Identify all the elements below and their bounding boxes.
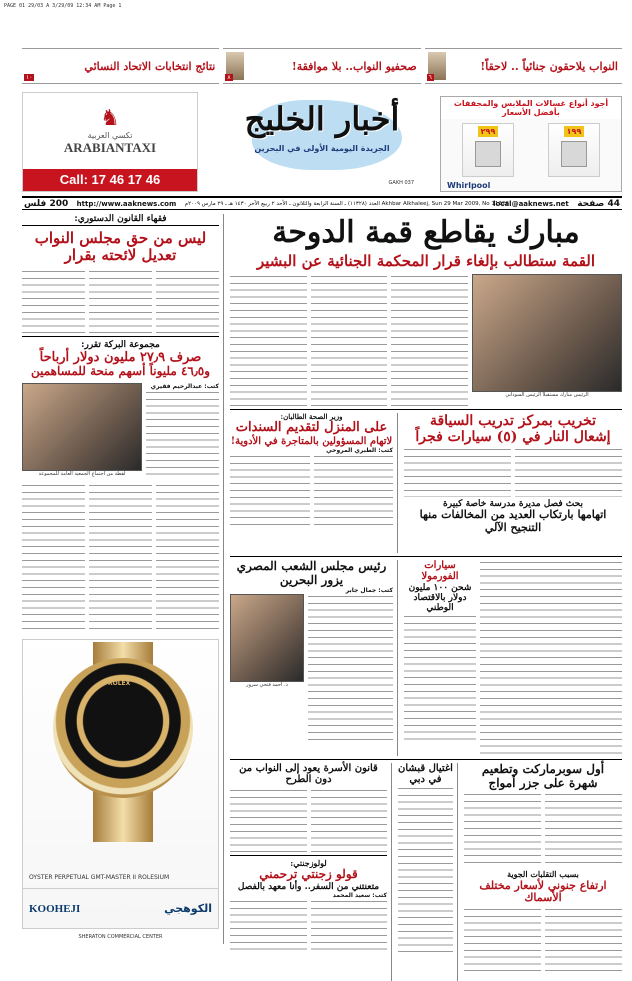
teaser-strip [22, 48, 622, 84]
byline: كتب: الطبري المروحي [326, 447, 393, 455]
issn-code: GAKH 037 [388, 180, 414, 186]
masthead [22, 92, 622, 192]
print-slug: PAGE 01 29/03 A 3/29/09 12:34 AM Page 1 [4, 3, 122, 9]
story-headline[interactable]: شهرة على جزر أمواج [488, 775, 598, 790]
article-text [156, 269, 219, 333]
newspaper-tagline: الجريدة اليومية الأولى في البحرين [254, 144, 390, 153]
teaser-text: صحفيو النواب.. بلا موافقة! [291, 59, 417, 73]
teaser-page-number: ١٠ [26, 74, 33, 81]
story-headline[interactable]: في دبي [409, 774, 442, 786]
article-text [156, 483, 219, 633]
issue-price: 200 فلس [24, 198, 69, 209]
story-headline[interactable]: إشعال النار في (٥) سيارات فجراً [415, 428, 611, 445]
watch-icon [53, 658, 193, 798]
story-headline[interactable]: سيارات الفورمولا [421, 559, 459, 583]
article-text [89, 483, 152, 633]
story-headline[interactable]: أول سوبرماركت وتطعيم [481, 761, 605, 776]
whirlpool-brand: Whirlpool [447, 181, 491, 190]
story-kicker: بحث فصل مديرة مدرسة خاصة كبيرة [443, 498, 583, 509]
article-text [391, 274, 468, 406]
article-text [311, 274, 388, 406]
article-text [22, 483, 85, 633]
teaser-item[interactable] [22, 48, 219, 84]
arabian-taxi-ad[interactable] [22, 92, 198, 192]
rolex-dial-brand: ROLEX [108, 680, 131, 688]
story-headline[interactable]: و٤٦٫٥ مليوناً أسهم منحة للمساهمين [30, 364, 211, 379]
story-kicker: بسبب التقلبات الجوية [507, 869, 579, 880]
teaser-page-number: ٨ [227, 74, 231, 81]
rolex-model: OYSTER PERPETUAL GMT-MASTER II ROLESIUM [29, 873, 170, 881]
speaker-photo [230, 594, 304, 682]
story-headline[interactable]: قولو زجنتي ترحمني [259, 866, 358, 881]
offer-price: ٢٩٩ [478, 126, 499, 137]
taxi-brand-arabic: تكسي العربية [87, 131, 133, 140]
kooheji-logo [23, 888, 218, 928]
horse-logo-icon: ♞ [100, 106, 120, 131]
email-link[interactable]: local@aaknews.net [493, 199, 569, 208]
article-text [464, 792, 541, 866]
kooheji-english: KOOHEJI [29, 902, 81, 915]
story-kicker: وزير الصحة الطالبان: [280, 411, 343, 421]
story-headline[interactable]: قانون الأسرة يعود إلى النواب من دون الطرح [239, 762, 378, 786]
story-headline[interactable]: لاتهام المسؤولين بالمتاجرة في الأدوية! [230, 435, 393, 447]
taxi-call-number: Call: 17 46 17 46 [23, 169, 197, 191]
article-text [398, 786, 453, 956]
article-text [146, 390, 219, 479]
washer-icon [475, 141, 501, 167]
story-headline[interactable]: اتهامها بارتكاب العديد من المخالفات منها التنجيح الآلي [419, 508, 607, 534]
store-location: SHERATON COMMERCIAL CENTER [78, 934, 163, 941]
article-text [22, 269, 85, 333]
story-headline[interactable]: ليس من حق مجلس النواب [34, 229, 207, 247]
story-headline[interactable]: اغتيال قبشان [398, 762, 453, 774]
whirlpool-offer [548, 123, 600, 177]
article-text [314, 454, 394, 528]
taxi-brand-english: ARABIANTAXI [63, 140, 157, 155]
story-headline[interactable]: متعنتني من السفر.. وأنا معهد بالفصل [237, 881, 380, 892]
teaser-text: النواب يلاحقون جنائياً .. لاحقاً! [480, 59, 618, 73]
story-headline[interactable]: على المنزل لتقديم السندات [235, 419, 388, 435]
story-headline[interactable]: صرف ٢٧٫٩ مليون دولار أرباحاً [39, 349, 202, 365]
article-text [308, 594, 393, 744]
photo-caption: لقطة من اجتماع الجمعية العامة للمجموعة [38, 471, 126, 478]
article-text [404, 447, 511, 497]
story-headline[interactable]: تعديل لائحته بقرار [64, 246, 177, 265]
article-text [545, 907, 622, 975]
washer-icon [561, 141, 587, 167]
teaser-text: نتائج انتخابات الاتحاد النسائي [84, 59, 216, 73]
section-kicker: فقهاء القانون الدستوري: [22, 214, 219, 226]
article-text [545, 792, 622, 866]
lead-subheadline[interactable]: القمة ستطالب بإلغاء قرار المحكمة الجنائية عن البشير [256, 251, 596, 270]
offer-price: ١٩٩ [564, 126, 585, 137]
page-count: 44 صفحة [577, 198, 620, 209]
newspaper-title: أخبار الخليج [244, 100, 400, 138]
article-text [230, 454, 310, 528]
photo-caption: د. أحمد فتحي سرور [246, 682, 288, 689]
kooheji-arabic: الكوهجي [164, 902, 212, 916]
article-text [464, 907, 541, 975]
teaser-page-number: ٦ [428, 74, 432, 81]
byline: كتب: سعيد المحمد [332, 892, 387, 900]
website-link[interactable]: http://www.aaknews.com [76, 199, 177, 208]
issue-info-bar [22, 196, 622, 210]
article-text [480, 560, 622, 756]
section-kicker: مجموعة البركة تقرر: [81, 339, 160, 350]
whirlpool-offer [462, 123, 514, 177]
main-column [230, 214, 622, 944]
teaser-item[interactable] [223, 48, 420, 84]
article-text [230, 274, 307, 406]
article-text [311, 788, 388, 852]
whirlpool-headline: أجود أنواع غسالات الملابس والمجففات بأفضل الأسعار [441, 97, 621, 119]
rolex-ad[interactable] [22, 639, 219, 941]
left-column [22, 214, 224, 944]
story-kicker: لولوزجنتي: [290, 857, 327, 868]
story-headline[interactable]: تخريب بمركز تدريب السياقة [429, 412, 596, 429]
whirlpool-ad[interactable] [440, 96, 622, 192]
lead-photo [472, 274, 622, 392]
article-text [89, 269, 152, 333]
meeting-photo [22, 383, 142, 471]
byline: كتب: جمال جابر [345, 587, 393, 595]
article-text [515, 447, 622, 497]
story-headline[interactable]: ارتفاع جنوني لأسعار مختلف الأسماك [479, 878, 607, 905]
photo-caption: الرئيس مبارك مستقبلاً الرئيس السوداني [505, 391, 589, 398]
article-text [311, 899, 388, 951]
article-text [230, 788, 307, 852]
article-text [230, 899, 307, 951]
newspaper-title-block [222, 92, 422, 192]
article-text [404, 614, 476, 744]
issue-date: العدد (١١٣٢٨) ـ السنة الرابعة والثلاثون ـ الأحد ٢ ربيع الآخر ١٤٣٠ هـ ـ ٢٩ مارس ٢٠٠٩م Akhbar Alkhaleej, Sun 29 Mar 2009, No 11328 [184, 200, 509, 207]
lead-headline[interactable]: مبارك يقاطع قمة الدوحة [272, 215, 580, 250]
story-headline[interactable]: رئيس مجلس الشعب المصري يزور البحرين [236, 558, 387, 587]
story-headline[interactable]: شحن ١٠٠ مليون دولار بالاقتصاد الوطني [408, 582, 472, 614]
teaser-item[interactable] [425, 48, 622, 84]
byline: كتب: عبدالرحيم فقيري [150, 383, 219, 391]
